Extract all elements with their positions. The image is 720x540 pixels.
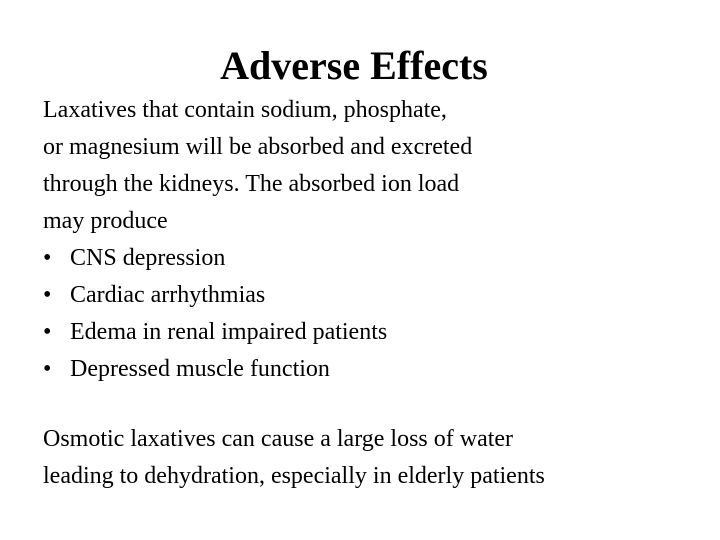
bullet-text: CNS depression xyxy=(70,245,226,271)
intro-line: Laxatives that contain sodium, phosphate, xyxy=(43,97,447,123)
bullet-item xyxy=(43,314,703,351)
intro-line: through the kidneys. The absorbed ion load xyxy=(43,171,460,197)
paragraph-spacer xyxy=(43,388,703,421)
bullet-item xyxy=(43,351,703,388)
closing-line: leading to dehydration, especially in elderly patients xyxy=(43,463,545,489)
bullet-icon: • xyxy=(43,319,52,345)
intro-line: may produce xyxy=(43,208,168,234)
intro-line: or magnesium will be absorbed and excreted xyxy=(43,134,473,160)
closing-line: Osmotic laxatives can cause a large loss of water xyxy=(43,426,514,452)
bullet-text: Cardiac arrhythmias xyxy=(70,282,266,308)
intro-paragraph xyxy=(43,92,703,240)
bullet-list xyxy=(43,240,703,388)
bullet-icon: • xyxy=(43,356,52,382)
slide-title: Adverse Effects xyxy=(220,43,488,88)
bullet-text: Edema in renal impaired patients xyxy=(70,319,388,345)
bullet-icon: • xyxy=(43,282,52,308)
bullet-item xyxy=(43,277,703,314)
bullet-item xyxy=(43,240,703,277)
closing-paragraph xyxy=(43,421,703,495)
bullet-text: Depressed muscle function xyxy=(70,356,330,382)
slide-body xyxy=(43,92,703,495)
bullet-icon: • xyxy=(43,245,52,271)
